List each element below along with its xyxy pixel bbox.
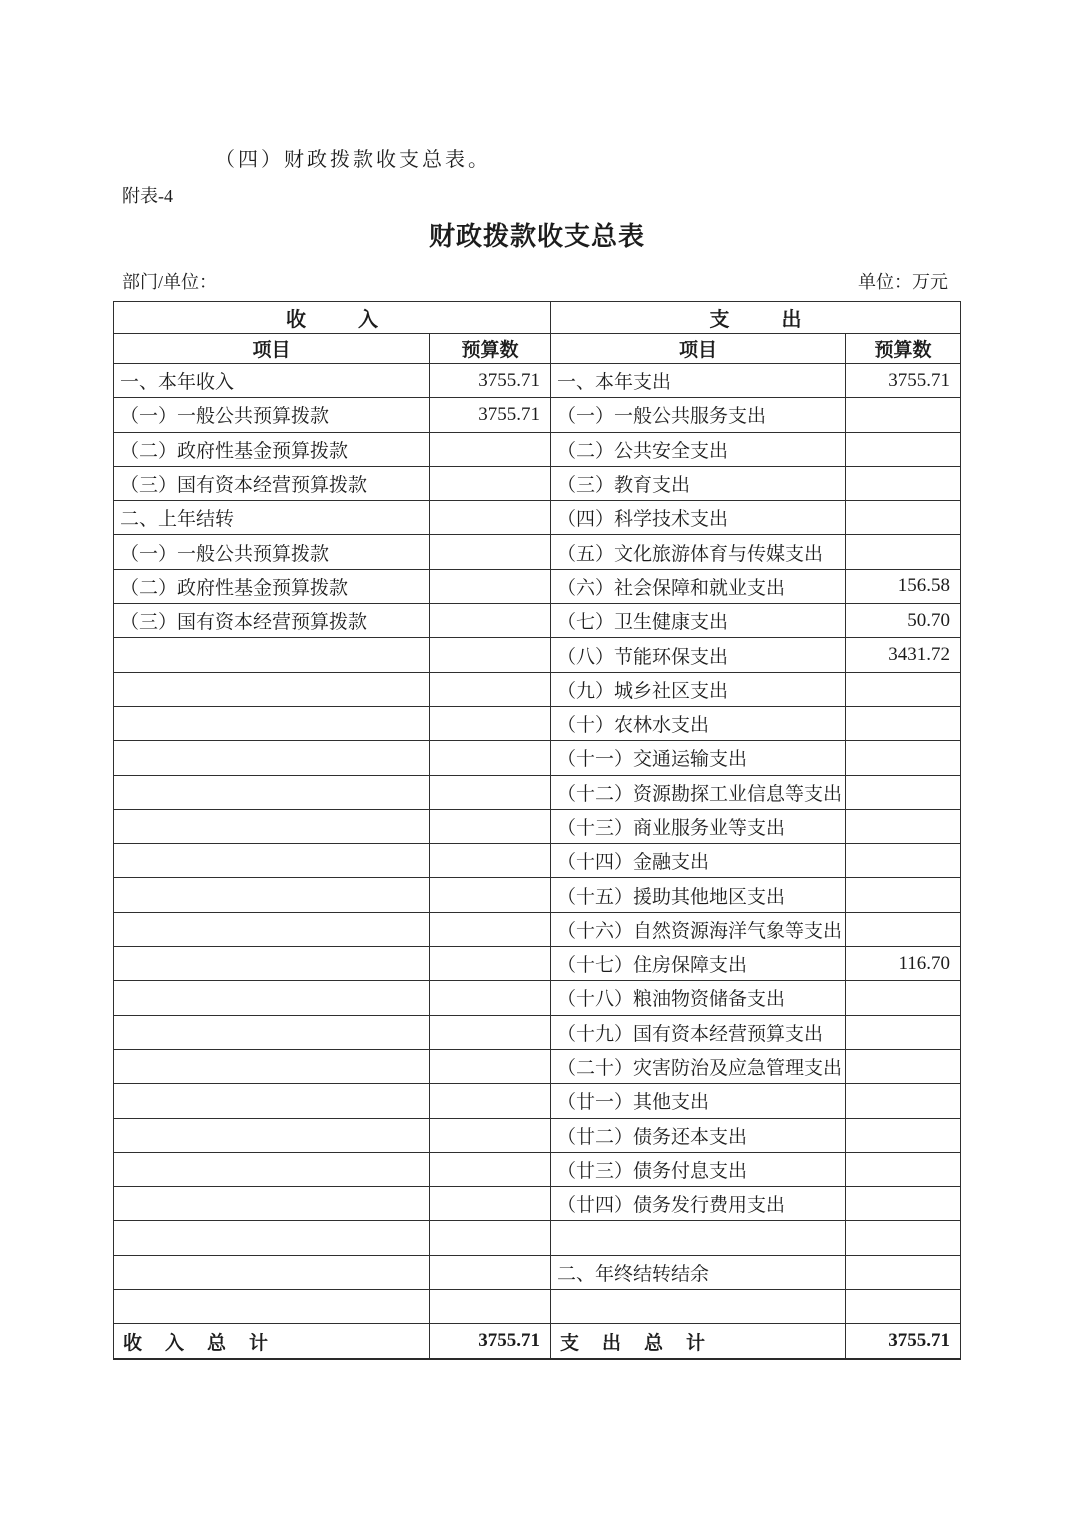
table-row (114, 1152, 961, 1186)
income-item-cell: （一）一般公共预算拨款 (114, 535, 430, 569)
table-row (114, 672, 961, 706)
table-row (114, 912, 961, 946)
table-row (114, 775, 961, 809)
expense-item-cell: （三）教育支出 (551, 466, 846, 500)
expense-budget-column-header: 预算数 (846, 334, 961, 364)
income-item-cell (114, 741, 430, 775)
currency-unit-label: 单位：万元 (858, 272, 948, 292)
expense-budget-cell: 3431.72 (846, 638, 961, 672)
section-header-row (114, 302, 961, 334)
expense-budget-cell: 116.70 (846, 947, 961, 981)
expense-item-cell: （六）社会保障和就业支出 (551, 569, 846, 603)
income-item-cell (114, 912, 430, 946)
income-item-cell (114, 809, 430, 843)
expense-item-cell: （廿二）债务还本支出 (551, 1118, 846, 1152)
table-row (114, 1290, 961, 1324)
intro-line: （四）财政拨款收支总表。 (215, 149, 491, 171)
table-row (114, 1084, 961, 1118)
income-budget-cell (430, 1015, 551, 1049)
income-budget-cell (430, 741, 551, 775)
income-item-cell: 二、上年结转 (114, 501, 430, 535)
expense-item-cell: （十七）住房保障支出 (551, 947, 846, 981)
expense-budget-cell (846, 912, 961, 946)
expense-item-cell: （十九）国有资本经营预算支出 (551, 1015, 846, 1049)
expense-item-cell: （二）公共安全支出 (551, 432, 846, 466)
income-item-cell (114, 1049, 430, 1083)
income-budget-cell (430, 947, 551, 981)
expense-item-cell: （十六）自然资源海洋气象等支出 (551, 912, 846, 946)
expense-item-cell: （一）一般公共服务支出 (551, 398, 846, 432)
income-budget-cell (430, 604, 551, 638)
table-row (114, 364, 961, 398)
expense-budget-cell (846, 432, 961, 466)
column-header-row (114, 334, 961, 364)
table-row (114, 432, 961, 466)
table-row (114, 809, 961, 843)
income-item-cell (114, 706, 430, 740)
income-budget-cell (430, 535, 551, 569)
expense-item-cell: （十二）资源勘探工业信息等支出 (551, 775, 846, 809)
income-budget-cell (430, 569, 551, 603)
table-row (114, 947, 961, 981)
expense-item-cell: （七）卫生健康支出 (551, 604, 846, 638)
income-budget-cell: 3755.71 (430, 364, 551, 398)
expense-item-cell: （十五）援助其他地区支出 (551, 878, 846, 912)
income-total-label: 收入总计 (114, 1324, 430, 1360)
table-row (114, 1049, 961, 1083)
expense-budget-cell (846, 1255, 961, 1289)
income-budget-cell (430, 706, 551, 740)
income-item-cell: （一）一般公共预算拨款 (114, 398, 430, 432)
table-row (114, 1255, 961, 1289)
expense-budget-cell (846, 1015, 961, 1049)
table-row (114, 1015, 961, 1049)
income-item-column-header: 项目 (114, 334, 430, 364)
table-row (114, 1187, 961, 1221)
expense-item-cell: （廿一）其他支出 (551, 1084, 846, 1118)
expense-total-value: 3755.71 (846, 1324, 961, 1360)
income-item-cell (114, 1152, 430, 1186)
expense-item-cell: （十一）交通运输支出 (551, 741, 846, 775)
expense-budget-cell (846, 741, 961, 775)
expense-budget-cell (846, 1118, 961, 1152)
income-item-cell (114, 775, 430, 809)
income-item-cell (114, 1084, 430, 1118)
expense-item-cell: （五）文化旅游体育与传媒支出 (551, 535, 846, 569)
income-budget-cell (430, 878, 551, 912)
table-row (114, 1118, 961, 1152)
expense-item-cell: （廿三）债务付息支出 (551, 1152, 846, 1186)
income-item-cell (114, 981, 430, 1015)
income-budget-cell (430, 1221, 551, 1255)
income-item-cell: 一、本年收入 (114, 364, 430, 398)
income-item-cell (114, 638, 430, 672)
income-item-cell (114, 1187, 430, 1221)
expense-item-cell: （九）城乡社区支出 (551, 672, 846, 706)
income-item-cell (114, 1290, 430, 1324)
table-row (114, 535, 961, 569)
expense-budget-cell: 3755.71 (846, 364, 961, 398)
expense-budget-cell (846, 535, 961, 569)
income-budget-cell (430, 466, 551, 500)
income-budget-column-header: 预算数 (430, 334, 551, 364)
table-body (114, 364, 961, 1324)
expense-budget-cell (846, 844, 961, 878)
income-budget-cell (430, 912, 551, 946)
income-item-cell: （三）国有资本经营预算拨款 (114, 604, 430, 638)
income-budget-cell (430, 432, 551, 466)
income-budget-cell (430, 1118, 551, 1152)
income-budget-cell (430, 1187, 551, 1221)
expense-budget-cell (846, 775, 961, 809)
expense-budget-cell (846, 1152, 961, 1186)
table-row (114, 466, 961, 500)
expense-item-cell (551, 1290, 846, 1324)
table-row (114, 604, 961, 638)
table-row (114, 501, 961, 535)
income-item-cell (114, 1255, 430, 1289)
income-budget-cell: 3755.71 (430, 398, 551, 432)
expense-item-cell: （十八）粮油物资储备支出 (551, 981, 846, 1015)
income-budget-cell (430, 1255, 551, 1289)
expense-item-cell (551, 1221, 846, 1255)
expense-item-cell: 一、本年支出 (551, 364, 846, 398)
expense-budget-cell (846, 809, 961, 843)
table-row (114, 741, 961, 775)
table-row (114, 706, 961, 740)
page-title: 财政拨款收支总表 (428, 221, 645, 251)
income-budget-cell (430, 1290, 551, 1324)
income-item-cell (114, 878, 430, 912)
expense-budget-cell (846, 981, 961, 1015)
annex-label: 附表-4 (122, 186, 173, 206)
income-budget-cell (430, 844, 551, 878)
income-budget-cell (430, 1084, 551, 1118)
expense-budget-cell (846, 1221, 961, 1255)
income-budget-cell (430, 775, 551, 809)
budget-summary-table (113, 301, 961, 1360)
income-budget-cell (430, 809, 551, 843)
income-budget-cell (430, 1152, 551, 1186)
income-section-header: 收入 (114, 302, 551, 334)
expense-item-cell: （十）农林水支出 (551, 706, 846, 740)
expense-budget-cell (846, 878, 961, 912)
income-budget-cell (430, 981, 551, 1015)
total-row (114, 1324, 961, 1360)
expense-item-cell: （廿四）债务发行费用支出 (551, 1187, 846, 1221)
expense-budget-cell (846, 1049, 961, 1083)
expense-item-column-header: 项目 (551, 334, 846, 364)
table-footer (114, 1324, 961, 1360)
table-row (114, 638, 961, 672)
table-row (114, 878, 961, 912)
department-unit-label: 部门/单位： (122, 272, 218, 292)
expense-budget-cell: 50.70 (846, 604, 961, 638)
income-total-value: 3755.71 (430, 1324, 551, 1360)
table-row (114, 398, 961, 432)
income-item-cell (114, 672, 430, 706)
income-budget-cell (430, 638, 551, 672)
expense-item-cell: （十四）金融支出 (551, 844, 846, 878)
expense-budget-cell (846, 466, 961, 500)
expense-budget-cell (846, 1187, 961, 1221)
expense-section-header: 支出 (551, 302, 961, 334)
income-item-cell (114, 1015, 430, 1049)
expense-item-cell: （十三）商业服务业等支出 (551, 809, 846, 843)
table-row (114, 981, 961, 1015)
income-item-cell: （二）政府性基金预算拨款 (114, 432, 430, 466)
income-budget-cell (430, 1049, 551, 1083)
income-item-cell (114, 1118, 430, 1152)
expense-budget-cell (846, 706, 961, 740)
expense-total-label: 支出总计 (551, 1324, 846, 1360)
expense-budget-cell (846, 672, 961, 706)
table-row (114, 1221, 961, 1255)
income-item-cell (114, 1221, 430, 1255)
income-item-cell (114, 844, 430, 878)
expense-item-cell: （八）节能环保支出 (551, 638, 846, 672)
expense-item-cell: 二、年终结转结余 (551, 1255, 846, 1289)
expense-budget-cell (846, 1290, 961, 1324)
income-item-cell: （二）政府性基金预算拨款 (114, 569, 430, 603)
income-budget-cell (430, 501, 551, 535)
table-row (114, 569, 961, 603)
expense-budget-cell: 156.58 (846, 569, 961, 603)
expense-item-cell: （四）科学技术支出 (551, 501, 846, 535)
income-budget-cell (430, 672, 551, 706)
income-item-cell: （三）国有资本经营预算拨款 (114, 466, 430, 500)
expense-budget-cell (846, 1084, 961, 1118)
expense-budget-cell (846, 398, 961, 432)
table-row (114, 844, 961, 878)
income-item-cell (114, 947, 430, 981)
table-header (114, 302, 961, 364)
expense-budget-cell (846, 501, 961, 535)
expense-item-cell: （二十）灾害防治及应急管理支出 (551, 1049, 846, 1083)
